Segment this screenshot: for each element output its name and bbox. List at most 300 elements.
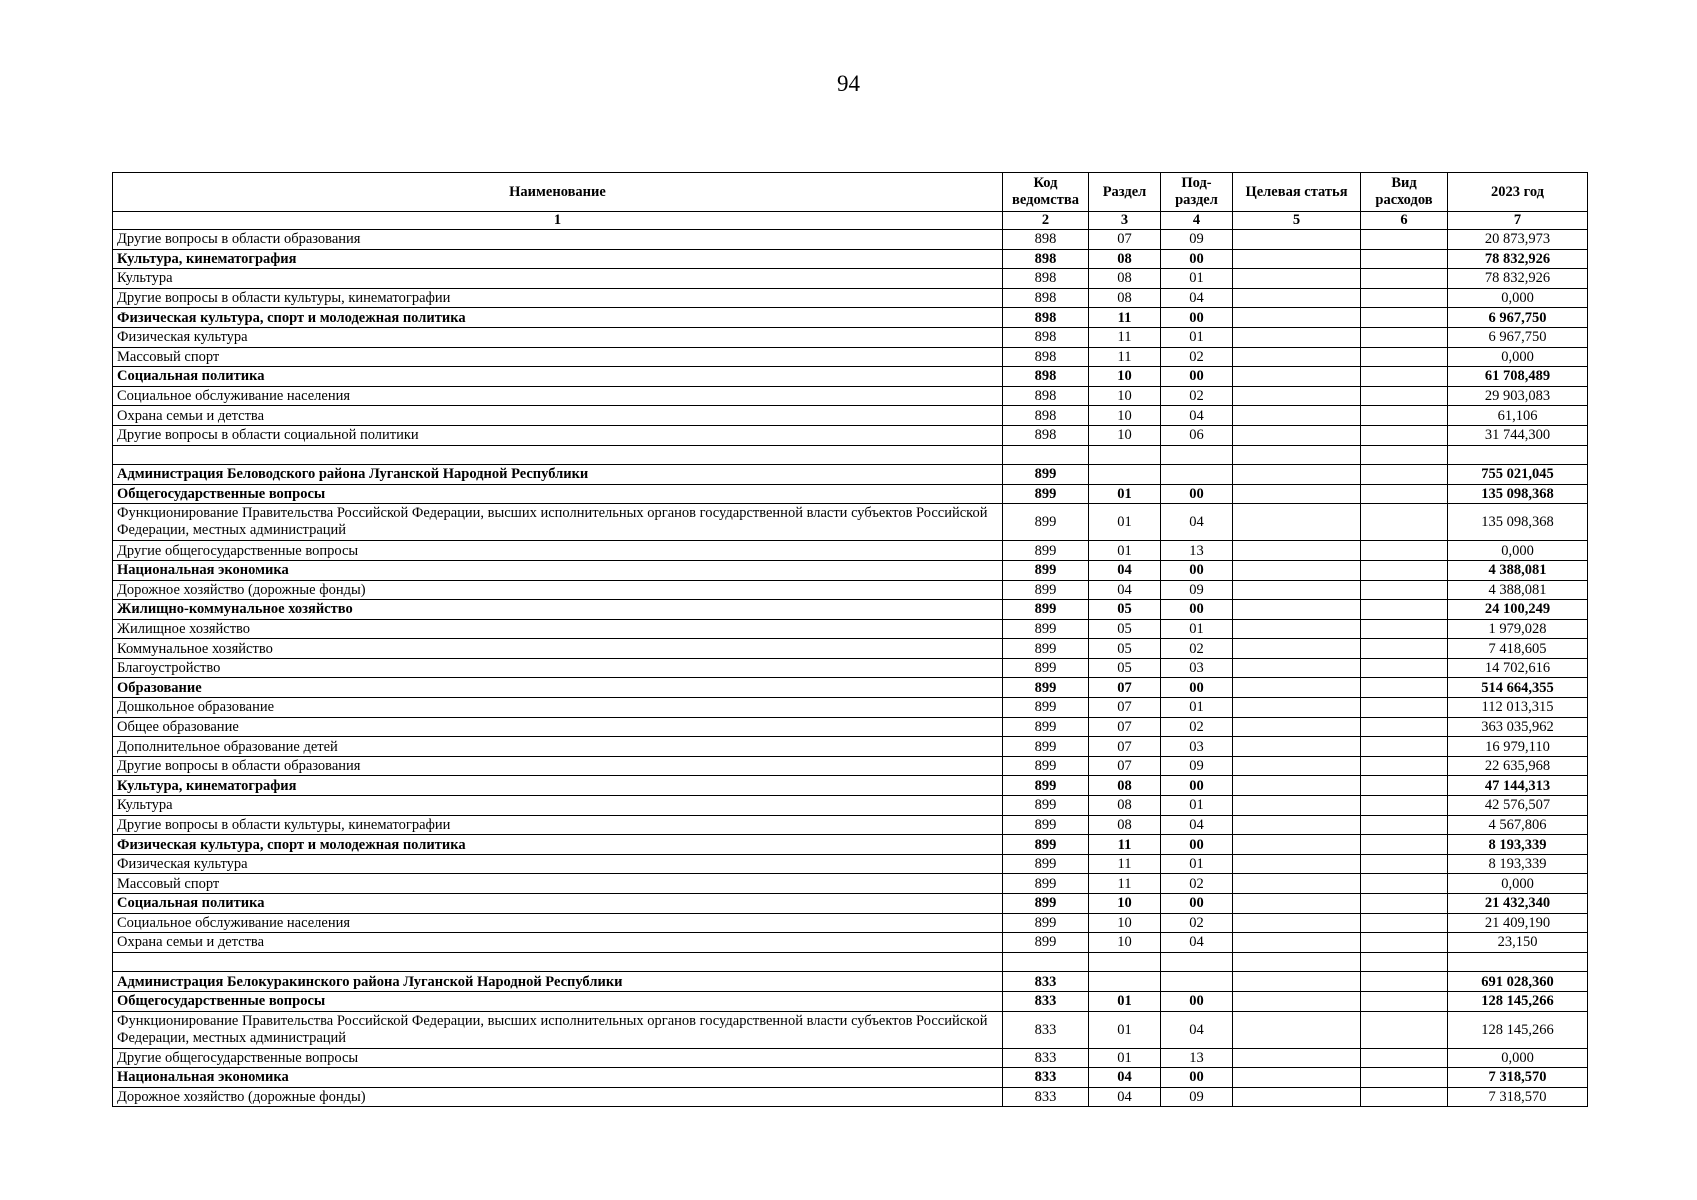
row-expense-type [1361,678,1448,698]
row-department-code: 899 [1003,933,1089,953]
row-razdel: 01 [1089,504,1161,541]
row-department-code: 899 [1003,835,1089,855]
row-amount: 6 967,750 [1448,308,1588,328]
row-department-code: 899 [1003,913,1089,933]
row-amount: 24 100,249 [1448,600,1588,620]
row-department-code: 833 [1003,1011,1089,1048]
table-row [113,465,1588,485]
row-target-article [1233,776,1361,796]
row-name: Администрация Беловодского района Луганской Народной Республики [113,465,1003,485]
row-expense-type [1361,639,1448,659]
row-department-code [1003,952,1089,972]
row-department-code: 899 [1003,619,1089,639]
row-razdel: 10 [1089,425,1161,445]
row-podrazdel: 00 [1161,1068,1233,1088]
table-row [113,445,1588,465]
row-department-code: 899 [1003,717,1089,737]
row-razdel: 01 [1089,991,1161,1011]
row-podrazdel: 02 [1161,347,1233,367]
row-razdel [1089,972,1161,992]
row-podrazdel: 00 [1161,678,1233,698]
row-razdel: 04 [1089,1087,1161,1107]
row-amount: 31 744,300 [1448,425,1588,445]
row-department-code: 898 [1003,288,1089,308]
row-department-code: 899 [1003,874,1089,894]
row-podrazdel: 00 [1161,991,1233,1011]
table-row [113,541,1588,561]
row-target-article [1233,580,1361,600]
row-razdel: 05 [1089,619,1161,639]
column-number: 6 [1361,212,1448,230]
row-podrazdel: 00 [1161,249,1233,269]
row-amount: 61,106 [1448,406,1588,426]
row-razdel: 01 [1089,1011,1161,1048]
row-name: Физическая культура [113,327,1003,347]
table-row [113,484,1588,504]
row-department-code: 899 [1003,796,1089,816]
row-podrazdel: 03 [1161,737,1233,757]
row-amount: 47 144,313 [1448,776,1588,796]
row-target-article [1233,541,1361,561]
row-expense-type [1361,367,1448,387]
row-expense-type [1361,1087,1448,1107]
row-podrazdel: 00 [1161,776,1233,796]
row-razdel: 10 [1089,367,1161,387]
row-expense-type [1361,249,1448,269]
row-podrazdel: 03 [1161,658,1233,678]
row-name: Общегосударственные вопросы [113,991,1003,1011]
header-year: 2023 год [1448,173,1588,212]
row-name: Жилищно-коммунальное хозяйство [113,600,1003,620]
row-name: Культура [113,269,1003,289]
row-amount: 29 903,083 [1448,386,1588,406]
row-amount: 135 098,368 [1448,504,1588,541]
row-amount: 21 409,190 [1448,913,1588,933]
row-expense-type [1361,619,1448,639]
row-expense-type [1361,560,1448,580]
row-amount: 61 708,489 [1448,367,1588,387]
row-name: Другие вопросы в области образования [113,756,1003,776]
row-razdel: 07 [1089,717,1161,737]
row-name: Другие вопросы в области социальной политики [113,425,1003,445]
row-department-code: 899 [1003,600,1089,620]
row-department-code: 899 [1003,504,1089,541]
row-expense-type [1361,269,1448,289]
row-podrazdel: 01 [1161,854,1233,874]
row-department-code: 898 [1003,269,1089,289]
row-razdel: 01 [1089,484,1161,504]
row-name: Другие общегосударственные вопросы [113,541,1003,561]
column-number: 5 [1233,212,1361,230]
row-expense-type [1361,972,1448,992]
row-podrazdel: 02 [1161,386,1233,406]
row-amount: 22 635,968 [1448,756,1588,776]
row-target-article [1233,698,1361,718]
row-razdel: 11 [1089,308,1161,328]
row-target-article [1233,952,1361,972]
column-number-row [113,212,1588,230]
table-row [113,756,1588,776]
table-row [113,991,1588,1011]
row-expense-type [1361,308,1448,328]
row-amount: 16 979,110 [1448,737,1588,757]
row-podrazdel: 01 [1161,327,1233,347]
row-podrazdel: 04 [1161,504,1233,541]
table-row [113,1068,1588,1088]
row-target-article [1233,835,1361,855]
row-amount: 7 418,605 [1448,639,1588,659]
table-row [113,913,1588,933]
row-target-article [1233,386,1361,406]
row-podrazdel: 04 [1161,815,1233,835]
row-podrazdel: 00 [1161,367,1233,387]
table-row [113,1011,1588,1048]
row-department-code: 899 [1003,639,1089,659]
row-name: Национальная экономика [113,560,1003,580]
row-department-code: 899 [1003,658,1089,678]
table-row [113,658,1588,678]
row-name: Дошкольное образование [113,698,1003,718]
row-expense-type [1361,658,1448,678]
row-amount: 8 193,339 [1448,854,1588,874]
row-expense-type [1361,580,1448,600]
table-row [113,288,1588,308]
row-razdel: 08 [1089,776,1161,796]
row-podrazdel: 04 [1161,933,1233,953]
row-target-article [1233,600,1361,620]
header-code: Код ведомства [1003,173,1089,212]
row-podrazdel: 02 [1161,874,1233,894]
row-name: Физическая культура, спорт и молодежная политика [113,308,1003,328]
table-row [113,1087,1588,1107]
row-amount: 691 028,360 [1448,972,1588,992]
row-expense-type [1361,874,1448,894]
row-name: Функционирование Правительства Российской Федерации, высших исполнительных органов государственной власти субъектов Российской Федерации, местных администраций [113,504,1003,541]
row-target-article [1233,756,1361,776]
row-razdel: 10 [1089,894,1161,914]
row-name: Культура [113,796,1003,816]
row-amount: 78 832,926 [1448,269,1588,289]
table-row [113,894,1588,914]
row-target-article [1233,465,1361,485]
row-name: Физическая культура, спорт и молодежная политика [113,835,1003,855]
row-department-code: 899 [1003,815,1089,835]
row-department-code [1003,445,1089,465]
row-razdel: 11 [1089,327,1161,347]
row-target-article [1233,484,1361,504]
row-amount: 112 013,315 [1448,698,1588,718]
row-podrazdel: 02 [1161,913,1233,933]
row-target-article [1233,367,1361,387]
row-target-article [1233,327,1361,347]
row-amount: 7 318,570 [1448,1068,1588,1088]
row-amount: 128 145,266 [1448,1011,1588,1048]
row-expense-type [1361,230,1448,250]
row-target-article [1233,933,1361,953]
row-department-code: 833 [1003,991,1089,1011]
table-row [113,854,1588,874]
row-razdel: 04 [1089,580,1161,600]
row-podrazdel: 01 [1161,698,1233,718]
row-name [113,952,1003,972]
column-number: 4 [1161,212,1233,230]
row-podrazdel [1161,445,1233,465]
row-name: Массовый спорт [113,347,1003,367]
row-department-code: 833 [1003,1087,1089,1107]
row-podrazdel: 02 [1161,717,1233,737]
row-razdel: 08 [1089,796,1161,816]
row-amount [1448,445,1588,465]
row-expense-type [1361,933,1448,953]
row-amount: 755 021,045 [1448,465,1588,485]
table-row [113,933,1588,953]
row-razdel: 10 [1089,933,1161,953]
row-podrazdel: 01 [1161,269,1233,289]
row-expense-type [1361,698,1448,718]
row-expense-type [1361,913,1448,933]
row-department-code: 899 [1003,756,1089,776]
table-row [113,230,1588,250]
row-razdel: 11 [1089,347,1161,367]
table-row [113,796,1588,816]
row-department-code: 833 [1003,1048,1089,1068]
row-amount [1448,952,1588,972]
column-number: 1 [113,212,1003,230]
row-name: Другие вопросы в области образования [113,230,1003,250]
table-row [113,504,1588,541]
row-target-article [1233,678,1361,698]
row-amount: 23,150 [1448,933,1588,953]
row-name: Культура, кинематография [113,776,1003,796]
row-name: Социальное обслуживание населения [113,386,1003,406]
row-department-code: 899 [1003,580,1089,600]
row-podrazdel: 00 [1161,835,1233,855]
row-target-article [1233,854,1361,874]
row-target-article [1233,913,1361,933]
row-podrazdel: 00 [1161,894,1233,914]
table-body [113,230,1588,1107]
table-row [113,874,1588,894]
row-target-article [1233,972,1361,992]
row-podrazdel [1161,465,1233,485]
row-razdel: 10 [1089,913,1161,933]
row-department-code: 898 [1003,406,1089,426]
row-razdel: 05 [1089,639,1161,659]
row-expense-type [1361,327,1448,347]
budget-table [112,172,1588,1107]
row-podrazdel: 04 [1161,406,1233,426]
row-target-article [1233,560,1361,580]
table-row [113,425,1588,445]
row-podrazdel: 00 [1161,560,1233,580]
row-amount: 135 098,368 [1448,484,1588,504]
row-target-article [1233,796,1361,816]
row-podrazdel: 09 [1161,230,1233,250]
column-number: 3 [1089,212,1161,230]
row-podrazdel: 09 [1161,580,1233,600]
row-target-article [1233,406,1361,426]
table-row [113,327,1588,347]
row-target-article [1233,347,1361,367]
table-row [113,619,1588,639]
row-expense-type [1361,484,1448,504]
row-razdel: 07 [1089,737,1161,757]
table-row [113,835,1588,855]
table-row [113,815,1588,835]
row-name: Общегосударственные вопросы [113,484,1003,504]
row-expense-type [1361,288,1448,308]
row-razdel: 05 [1089,658,1161,678]
row-expense-type [1361,406,1448,426]
page-number: 94 [837,71,860,96]
row-expense-type [1361,1011,1448,1048]
table-row [113,717,1588,737]
row-expense-type [1361,425,1448,445]
row-razdel: 01 [1089,541,1161,561]
row-expense-type [1361,717,1448,737]
row-amount: 14 702,616 [1448,658,1588,678]
table-row [113,952,1588,972]
row-department-code: 899 [1003,776,1089,796]
row-razdel: 01 [1089,1048,1161,1068]
row-amount: 4 388,081 [1448,580,1588,600]
row-department-code: 898 [1003,308,1089,328]
row-name: Социальная политика [113,367,1003,387]
row-razdel: 05 [1089,600,1161,620]
table-row [113,972,1588,992]
row-amount: 20 873,973 [1448,230,1588,250]
row-expense-type [1361,541,1448,561]
row-razdel: 10 [1089,386,1161,406]
row-name: Функционирование Правительства Российской Федерации, высших исполнительных органов государственной власти субъектов Российской Федерации, местных администраций [113,1011,1003,1048]
row-department-code: 899 [1003,737,1089,757]
table-row [113,249,1588,269]
table-row [113,347,1588,367]
row-name: Дорожное хозяйство (дорожные фонды) [113,1087,1003,1107]
row-razdel: 08 [1089,249,1161,269]
row-razdel: 07 [1089,756,1161,776]
row-target-article [1233,1011,1361,1048]
table-row [113,698,1588,718]
row-target-article [1233,308,1361,328]
row-name: Жилищное хозяйство [113,619,1003,639]
row-podrazdel: 09 [1161,756,1233,776]
row-amount: 42 576,507 [1448,796,1588,816]
row-name: Администрация Белокуракинского района Луганской Народной Республики [113,972,1003,992]
row-target-article [1233,230,1361,250]
row-name: Коммунальное хозяйство [113,639,1003,659]
row-amount: 78 832,926 [1448,249,1588,269]
row-target-article [1233,737,1361,757]
table-row [113,386,1588,406]
row-podrazdel: 09 [1161,1087,1233,1107]
row-target-article [1233,874,1361,894]
row-name: Другие вопросы в области культуры, кинематографии [113,288,1003,308]
header-podrazdel: Под-раздел [1161,173,1233,212]
column-number: 7 [1448,212,1588,230]
row-amount: 514 664,355 [1448,678,1588,698]
row-target-article [1233,269,1361,289]
row-name: Охрана семьи и детства [113,933,1003,953]
row-podrazdel: 01 [1161,619,1233,639]
row-expense-type [1361,991,1448,1011]
row-amount: 0,000 [1448,541,1588,561]
row-amount: 1 979,028 [1448,619,1588,639]
row-name: Общее образование [113,717,1003,737]
row-razdel [1089,952,1161,972]
row-expense-type [1361,894,1448,914]
row-name: Охрана семьи и детства [113,406,1003,426]
row-podrazdel: 00 [1161,600,1233,620]
row-name: Дорожное хозяйство (дорожные фонды) [113,580,1003,600]
row-amount: 6 967,750 [1448,327,1588,347]
row-podrazdel: 00 [1161,484,1233,504]
row-amount: 4 567,806 [1448,815,1588,835]
row-podrazdel: 01 [1161,796,1233,816]
row-amount: 0,000 [1448,874,1588,894]
row-department-code: 899 [1003,560,1089,580]
row-expense-type [1361,1048,1448,1068]
row-expense-type [1361,796,1448,816]
row-amount: 363 035,962 [1448,717,1588,737]
row-podrazdel: 04 [1161,1011,1233,1048]
row-podrazdel: 13 [1161,541,1233,561]
row-expense-type [1361,465,1448,485]
row-podrazdel: 02 [1161,639,1233,659]
row-razdel: 04 [1089,560,1161,580]
row-razdel: 11 [1089,835,1161,855]
table-row [113,269,1588,289]
row-department-code: 899 [1003,698,1089,718]
row-amount: 0,000 [1448,288,1588,308]
row-razdel: 11 [1089,854,1161,874]
row-department-code: 899 [1003,541,1089,561]
row-amount: 4 388,081 [1448,560,1588,580]
row-podrazdel [1161,972,1233,992]
row-razdel: 07 [1089,230,1161,250]
row-amount: 8 193,339 [1448,835,1588,855]
row-target-article [1233,1048,1361,1068]
row-department-code: 899 [1003,894,1089,914]
row-target-article [1233,991,1361,1011]
row-amount: 7 318,570 [1448,1087,1588,1107]
row-podrazdel [1161,952,1233,972]
row-department-code: 899 [1003,484,1089,504]
table-row [113,580,1588,600]
row-expense-type [1361,600,1448,620]
header-name: Наименование [113,173,1003,212]
table-row [113,560,1588,580]
table-row [113,406,1588,426]
row-name: Образование [113,678,1003,698]
row-razdel: 08 [1089,269,1161,289]
row-department-code: 899 [1003,465,1089,485]
row-name: Социальная политика [113,894,1003,914]
table-row [113,367,1588,387]
row-razdel [1089,445,1161,465]
row-target-article [1233,504,1361,541]
row-expense-type [1361,445,1448,465]
row-name: Социальное обслуживание населения [113,913,1003,933]
row-razdel: 07 [1089,678,1161,698]
row-name: Дополнительное образование детей [113,737,1003,757]
header-target-article: Целевая статья [1233,173,1361,212]
row-amount: 128 145,266 [1448,991,1588,1011]
row-name: Национальная экономика [113,1068,1003,1088]
row-expense-type [1361,835,1448,855]
row-amount: 0,000 [1448,347,1588,367]
row-razdel: 04 [1089,1068,1161,1088]
